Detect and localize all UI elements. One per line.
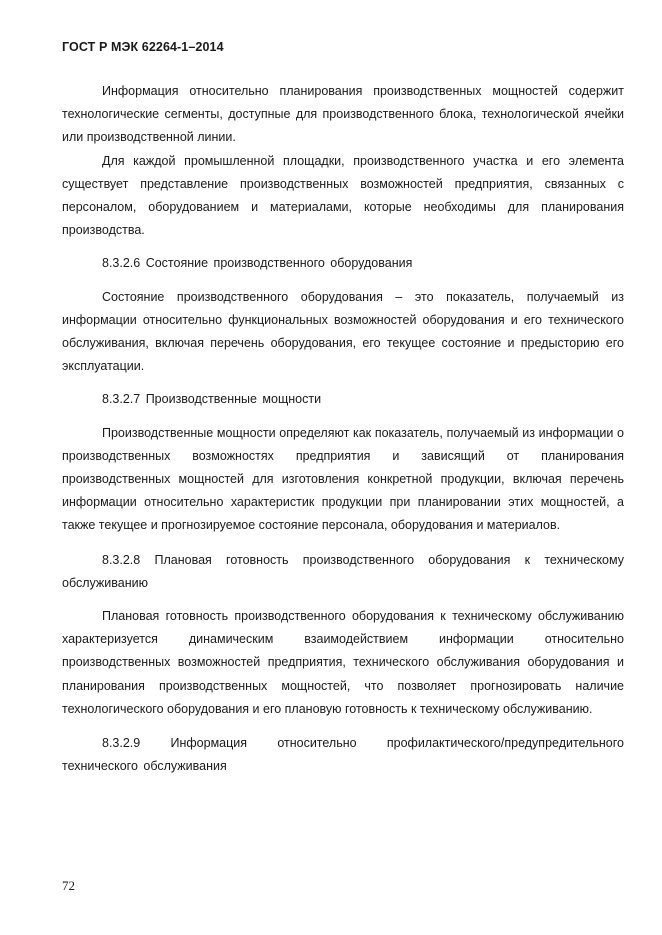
paragraph-production-capacity: Производственные мощности определяют как показатель, получаемый из информации о производственных возможностях предприятия и зависящий от планирования производственных мощностей для изготовления конкретной продукции, включая перечень информации относительно характеристик продукции при планировании этих мощностей, а также текущее и прогнозируемое состояние персонала, оборудования и материалов.: [62, 425, 624, 533]
paragraph-equipment-status: Состояние производственного оборудования – это показатель, получаемый из информации относительно функциональных возможностей оборудования и его технического обслуживания, включая перечень оборудования, его текущее состояние и предысторию его эксплуатации.: [62, 289, 624, 374]
paragraph-production-capability: Для каждой промышленной площадки, производственного участка и его элемента существует представление производственных возможностей предприятия, связанных с персоналом, оборудованием и материалами, которые необходимы для планирования производства.: [62, 153, 624, 238]
paragraph-maintenance-readiness: Плановая готовность производственного оборудования к техническому обслуживанию характеризуется динамическим взаимодействием информации относительно производственных возможностей предприятия, технического обслуживания оборудования и планирования производственных мощностей, что позволяет прогнозировать наличие технологического оборудования и его плановую готовность к техническому обслуживанию.: [62, 609, 624, 716]
paragraph-capacity-scheduling: Информация относительно планирования производственных мощностей содержит технологические сегменты, доступные для производственного блока, технологической ячейки или производственной линии.: [62, 84, 624, 145]
section-heading-8-3-2-9: 8.3.2.9 Информация относительно профилактического/предупредительного технического обслуживания: [62, 736, 624, 774]
section-heading-8-3-2-8: 8.3.2.8 Плановая готовность производственного оборудования к техническому обслуживанию: [62, 552, 624, 590]
page-number: 72: [62, 878, 75, 893]
section-heading-8-3-2-6: 8.3.2.6 Состояние производственного оборудования: [102, 256, 413, 271]
document-body: [62, 80, 624, 778]
section-heading-8-3-2-7: 8.3.2.7 Производственные мощности: [102, 392, 322, 407]
document-header: ГОСТ Р МЭК 62264-1–2014: [62, 40, 224, 54]
